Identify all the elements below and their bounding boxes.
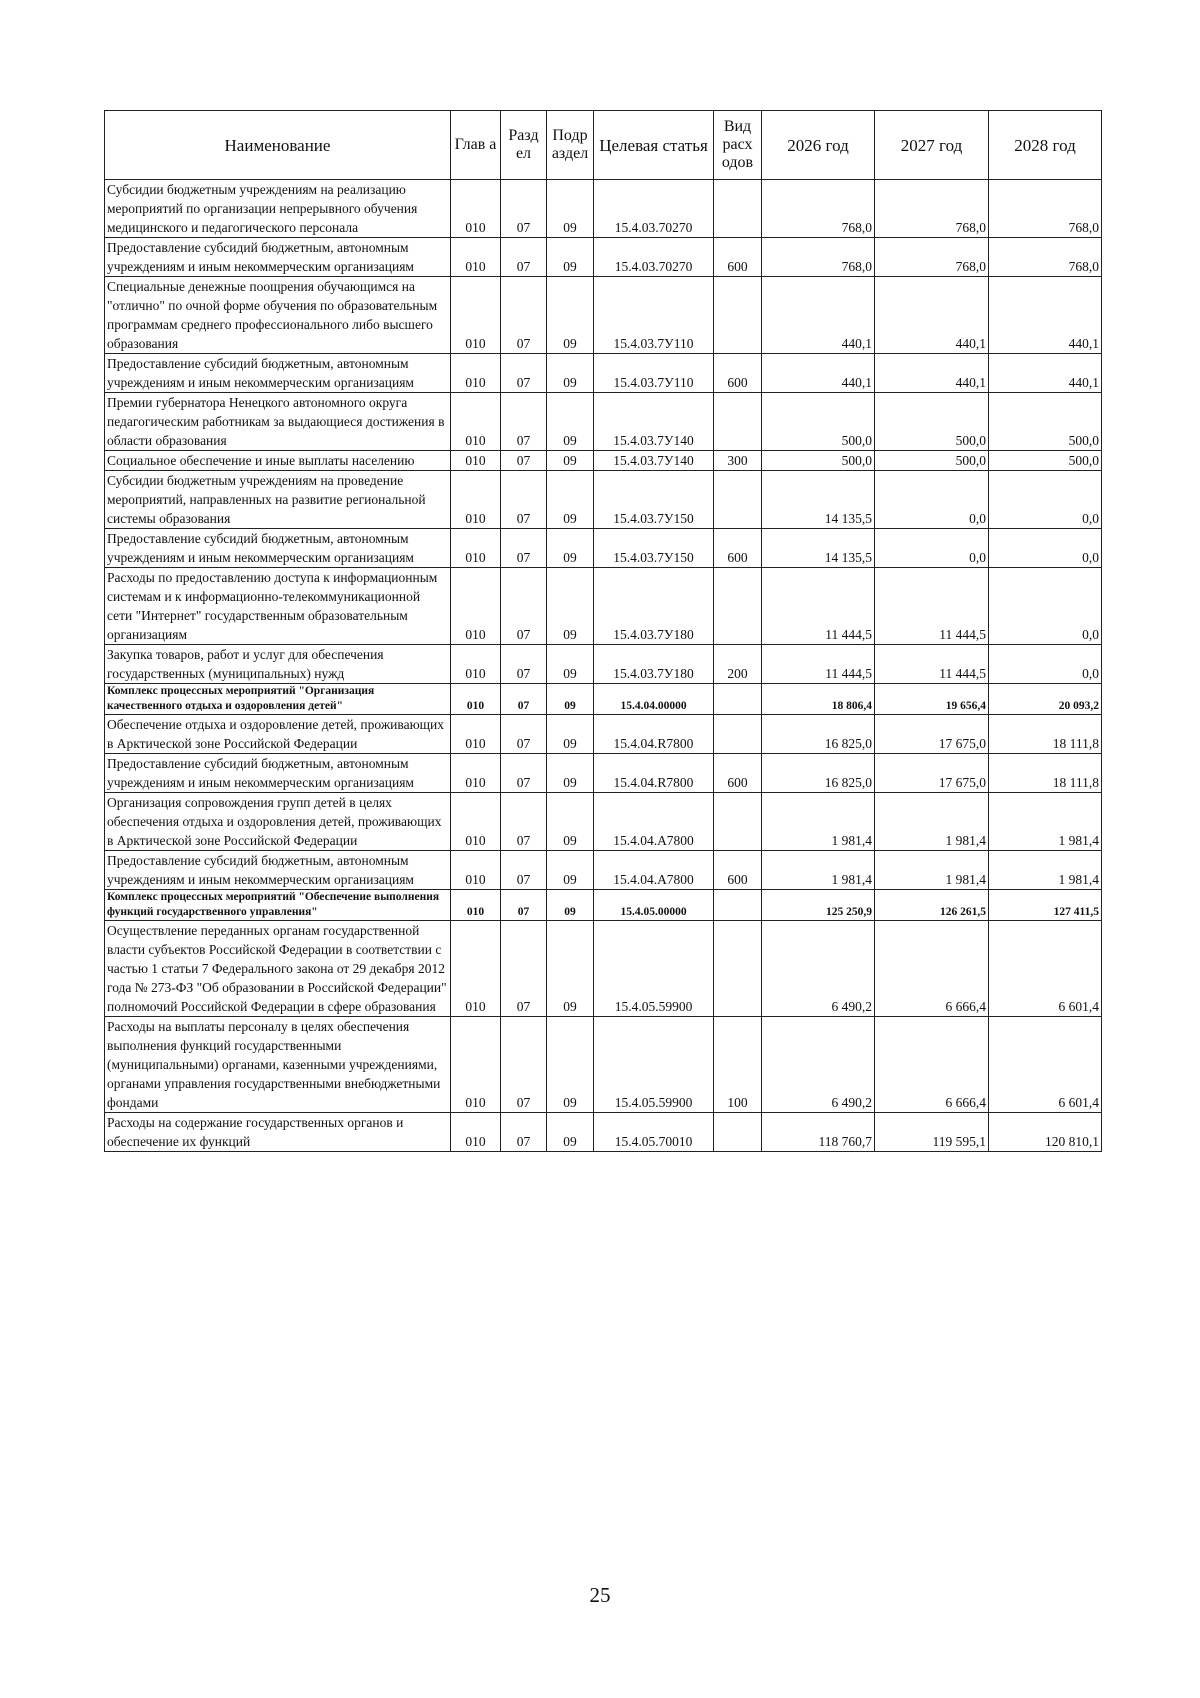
cell-2026: 440,1 bbox=[762, 354, 875, 393]
cell-2028: 500,0 bbox=[989, 451, 1102, 471]
cell-2027: 11 444,5 bbox=[875, 568, 989, 645]
header-article: Целевая статья bbox=[594, 111, 714, 180]
header-2028: 2028 год bbox=[989, 111, 1102, 180]
table-row bbox=[105, 715, 1102, 754]
cell-glava: 010 bbox=[451, 645, 501, 684]
table-row bbox=[105, 921, 1102, 1017]
cell-2027: 440,1 bbox=[875, 354, 989, 393]
cell-name: Расходы на содержание государственных органов и обеспечение их функций bbox=[105, 1113, 451, 1152]
cell-article: 15.4.05.59900 bbox=[594, 921, 714, 1017]
cell-2028: 0,0 bbox=[989, 471, 1102, 529]
cell-name: Обеспечение отдыха и оздоровление детей, проживающих в Арктической зоне Российской Федерации bbox=[105, 715, 451, 754]
cell-2026: 440,1 bbox=[762, 277, 875, 354]
cell-vid: 600 bbox=[714, 529, 762, 568]
cell-razdel: 07 bbox=[501, 1113, 547, 1152]
cell-2028: 440,1 bbox=[989, 354, 1102, 393]
cell-glava: 010 bbox=[451, 471, 501, 529]
cell-2027: 440,1 bbox=[875, 277, 989, 354]
cell-article: 15.4.03.7У110 bbox=[594, 354, 714, 393]
cell-razdel: 07 bbox=[501, 921, 547, 1017]
cell-2026: 500,0 bbox=[762, 393, 875, 451]
cell-vid: 600 bbox=[714, 354, 762, 393]
table-header bbox=[105, 111, 1102, 180]
cell-article: 15.4.04.А7800 bbox=[594, 851, 714, 890]
cell-article: 15.4.03.70270 bbox=[594, 180, 714, 238]
page-number: 25 bbox=[589, 1583, 611, 1607]
cell-2028: 120 810,1 bbox=[989, 1113, 1102, 1152]
cell-razdel: 07 bbox=[501, 238, 547, 277]
cell-razdel: 07 bbox=[501, 754, 547, 793]
cell-2026: 11 444,5 bbox=[762, 568, 875, 645]
cell-2027: 11 444,5 bbox=[875, 645, 989, 684]
cell-glava: 010 bbox=[451, 393, 501, 451]
cell-podrazdel: 09 bbox=[547, 238, 594, 277]
cell-2026: 14 135,5 bbox=[762, 471, 875, 529]
cell-2026: 6 490,2 bbox=[762, 1017, 875, 1113]
cell-vid: 100 bbox=[714, 1017, 762, 1113]
cell-podrazdel: 09 bbox=[547, 471, 594, 529]
cell-razdel: 07 bbox=[501, 715, 547, 754]
cell-glava: 010 bbox=[451, 238, 501, 277]
header-row bbox=[105, 111, 1102, 180]
cell-name: Субсидии бюджетным учреждениям на проведение мероприятий, направленных на развитие региональной системы образования bbox=[105, 471, 451, 529]
cell-2027: 119 595,1 bbox=[875, 1113, 989, 1152]
header-razdel: Разд ел bbox=[501, 111, 547, 180]
cell-vid bbox=[714, 393, 762, 451]
cell-podrazdel: 09 bbox=[547, 890, 594, 921]
header-podrazdel: Подр аздел bbox=[547, 111, 594, 180]
cell-vid bbox=[714, 1113, 762, 1152]
cell-razdel: 07 bbox=[501, 180, 547, 238]
cell-vid bbox=[714, 921, 762, 1017]
table-row bbox=[105, 1017, 1102, 1113]
cell-razdel: 07 bbox=[501, 645, 547, 684]
cell-2026: 14 135,5 bbox=[762, 529, 875, 568]
cell-vid: 300 bbox=[714, 451, 762, 471]
cell-glava: 010 bbox=[451, 180, 501, 238]
cell-podrazdel: 09 bbox=[547, 1113, 594, 1152]
cell-article: 15.4.05.59900 bbox=[594, 1017, 714, 1113]
cell-podrazdel: 09 bbox=[547, 180, 594, 238]
cell-glava: 010 bbox=[451, 715, 501, 754]
table-row-section bbox=[105, 684, 1102, 715]
cell-glava: 010 bbox=[451, 890, 501, 921]
cell-2026: 500,0 bbox=[762, 451, 875, 471]
cell-2026: 1 981,4 bbox=[762, 851, 875, 890]
cell-2028: 0,0 bbox=[989, 529, 1102, 568]
cell-vid bbox=[714, 568, 762, 645]
table-row bbox=[105, 354, 1102, 393]
cell-vid: 600 bbox=[714, 754, 762, 793]
cell-article: 15.4.05.00000 bbox=[594, 890, 714, 921]
table-row bbox=[105, 471, 1102, 529]
cell-2027: 6 666,4 bbox=[875, 1017, 989, 1113]
cell-vid bbox=[714, 890, 762, 921]
cell-name: Расходы по предоставлению доступа к информационным системам и к информационно-телекоммуникационной сети "Интернет" государственным образовательным организациям bbox=[105, 568, 451, 645]
cell-glava: 010 bbox=[451, 354, 501, 393]
cell-2028: 1 981,4 bbox=[989, 851, 1102, 890]
table-row bbox=[105, 568, 1102, 645]
cell-article: 15.4.04.R7800 bbox=[594, 715, 714, 754]
cell-2026: 16 825,0 bbox=[762, 754, 875, 793]
cell-article: 15.4.05.70010 bbox=[594, 1113, 714, 1152]
cell-glava: 010 bbox=[451, 754, 501, 793]
cell-razdel: 07 bbox=[501, 851, 547, 890]
cell-2028: 500,0 bbox=[989, 393, 1102, 451]
cell-name: Комплекс процессных мероприятий "Организация качественного отдыха и оздоровления детей" bbox=[105, 684, 451, 715]
cell-2027: 0,0 bbox=[875, 471, 989, 529]
cell-razdel: 07 bbox=[501, 890, 547, 921]
cell-article: 15.4.03.70270 bbox=[594, 238, 714, 277]
cell-2026: 16 825,0 bbox=[762, 715, 875, 754]
cell-vid: 600 bbox=[714, 238, 762, 277]
cell-glava: 010 bbox=[451, 529, 501, 568]
cell-vid bbox=[714, 471, 762, 529]
cell-razdel: 07 bbox=[501, 393, 547, 451]
cell-glava: 010 bbox=[451, 851, 501, 890]
cell-name: Организация сопровождения групп детей в целях обеспечения отдыха и оздоровления детей, проживающих в Арктической зоне Российской Федерации bbox=[105, 793, 451, 851]
cell-2026: 118 760,7 bbox=[762, 1113, 875, 1152]
cell-razdel: 07 bbox=[501, 471, 547, 529]
cell-2028: 6 601,4 bbox=[989, 921, 1102, 1017]
table-row bbox=[105, 1113, 1102, 1152]
cell-name: Закупка товаров, работ и услуг для обеспечения государственных (муниципальных) нужд bbox=[105, 645, 451, 684]
cell-podrazdel: 09 bbox=[547, 793, 594, 851]
cell-2027: 1 981,4 bbox=[875, 851, 989, 890]
table-row bbox=[105, 393, 1102, 451]
cell-2028: 18 111,8 bbox=[989, 715, 1102, 754]
cell-podrazdel: 09 bbox=[547, 851, 594, 890]
cell-article: 15.4.04.А7800 bbox=[594, 793, 714, 851]
cell-razdel: 07 bbox=[501, 684, 547, 715]
cell-glava: 010 bbox=[451, 684, 501, 715]
cell-razdel: 07 bbox=[501, 354, 547, 393]
cell-razdel: 07 bbox=[501, 529, 547, 568]
cell-2028: 440,1 bbox=[989, 277, 1102, 354]
cell-podrazdel: 09 bbox=[547, 568, 594, 645]
cell-podrazdel: 09 bbox=[547, 754, 594, 793]
cell-glava: 010 bbox=[451, 793, 501, 851]
cell-2027: 1 981,4 bbox=[875, 793, 989, 851]
cell-2027: 768,0 bbox=[875, 180, 989, 238]
table-row bbox=[105, 277, 1102, 354]
cell-vid bbox=[714, 180, 762, 238]
cell-article: 15.4.03.7У110 bbox=[594, 277, 714, 354]
cell-2027: 0,0 bbox=[875, 529, 989, 568]
cell-2028: 768,0 bbox=[989, 180, 1102, 238]
cell-2027: 126 261,5 bbox=[875, 890, 989, 921]
cell-article: 15.4.03.7У180 bbox=[594, 645, 714, 684]
cell-vid: 600 bbox=[714, 851, 762, 890]
table-row bbox=[105, 180, 1102, 238]
table-row bbox=[105, 754, 1102, 793]
cell-podrazdel: 09 bbox=[547, 684, 594, 715]
cell-name: Комплекс процессных мероприятий "Обеспечение выполнения функций государственного управления" bbox=[105, 890, 451, 921]
cell-glava: 010 bbox=[451, 1113, 501, 1152]
table-row bbox=[105, 529, 1102, 568]
cell-name: Предоставление субсидий бюджетным, автономным учреждениям и иным некоммерческим организациям bbox=[105, 851, 451, 890]
cell-razdel: 07 bbox=[501, 1017, 547, 1113]
header-vid: Вид расх одов bbox=[714, 111, 762, 180]
cell-vid bbox=[714, 793, 762, 851]
cell-razdel: 07 bbox=[501, 451, 547, 471]
cell-article: 15.4.03.7У150 bbox=[594, 529, 714, 568]
cell-podrazdel: 09 bbox=[547, 354, 594, 393]
cell-2028: 1 981,4 bbox=[989, 793, 1102, 851]
cell-name: Предоставление субсидий бюджетным, автономным учреждениям и иным некоммерческим организациям bbox=[105, 354, 451, 393]
cell-2026: 18 806,4 bbox=[762, 684, 875, 715]
cell-name: Социальное обеспечение и иные выплаты населению bbox=[105, 451, 451, 471]
cell-2028: 0,0 bbox=[989, 645, 1102, 684]
cell-2028: 768,0 bbox=[989, 238, 1102, 277]
cell-name: Предоставление субсидий бюджетным, автономным учреждениям и иным некоммерческим организациям bbox=[105, 754, 451, 793]
cell-2026: 768,0 bbox=[762, 180, 875, 238]
table-row bbox=[105, 645, 1102, 684]
cell-2026: 11 444,5 bbox=[762, 645, 875, 684]
header-name: Наименование bbox=[105, 111, 451, 180]
cell-glava: 010 bbox=[451, 277, 501, 354]
cell-2026: 1 981,4 bbox=[762, 793, 875, 851]
cell-vid bbox=[714, 684, 762, 715]
cell-name: Субсидии бюджетным учреждениям на реализацию мероприятий по организации непрерывного обучения медицинского и педагогического персонала bbox=[105, 180, 451, 238]
cell-podrazdel: 09 bbox=[547, 277, 594, 354]
cell-podrazdel: 09 bbox=[547, 451, 594, 471]
cell-podrazdel: 09 bbox=[547, 715, 594, 754]
cell-name: Осуществление переданных органам государственной власти субъектов Российской Федерации в соответствии с частью 1 статьи 7 Федерального закона от 29 декабря 2012 года № 273-ФЗ "Об образовании в Российской Федерации" полномочий Российской Федерации в сфере образования bbox=[105, 921, 451, 1017]
cell-name: Расходы на выплаты персоналу в целях обеспечения выполнения функций государственными (муниципальными) органами, казенными учреждениями, органами управления государственными внебюджетными фондами bbox=[105, 1017, 451, 1113]
cell-razdel: 07 bbox=[501, 277, 547, 354]
budget-table bbox=[104, 110, 1102, 1152]
cell-glava: 010 bbox=[451, 1017, 501, 1113]
cell-2027: 17 675,0 bbox=[875, 754, 989, 793]
table-row bbox=[105, 238, 1102, 277]
cell-2028: 20 093,2 bbox=[989, 684, 1102, 715]
cell-2028: 127 411,5 bbox=[989, 890, 1102, 921]
table-row-section bbox=[105, 890, 1102, 921]
header-2027: 2027 год bbox=[875, 111, 989, 180]
header-glava: Глав а bbox=[451, 111, 501, 180]
cell-2028: 18 111,8 bbox=[989, 754, 1102, 793]
cell-2026: 125 250,9 bbox=[762, 890, 875, 921]
cell-article: 15.4.03.7У140 bbox=[594, 451, 714, 471]
header-2026: 2026 год bbox=[762, 111, 875, 180]
cell-vid: 200 bbox=[714, 645, 762, 684]
cell-article: 15.4.04.R7800 bbox=[594, 754, 714, 793]
cell-glava: 010 bbox=[451, 568, 501, 645]
cell-2027: 768,0 bbox=[875, 238, 989, 277]
cell-article: 15.4.03.7У180 bbox=[594, 568, 714, 645]
cell-name: Предоставление субсидий бюджетным, автономным учреждениям и иным некоммерческим организациям bbox=[105, 238, 451, 277]
cell-podrazdel: 09 bbox=[547, 529, 594, 568]
cell-2027: 6 666,4 bbox=[875, 921, 989, 1017]
cell-2028: 6 601,4 bbox=[989, 1017, 1102, 1113]
cell-2027: 19 656,4 bbox=[875, 684, 989, 715]
cell-article: 15.4.03.7У140 bbox=[594, 393, 714, 451]
cell-podrazdel: 09 bbox=[547, 921, 594, 1017]
table-body bbox=[105, 180, 1102, 1152]
table-row bbox=[105, 793, 1102, 851]
cell-2026: 768,0 bbox=[762, 238, 875, 277]
cell-2027: 17 675,0 bbox=[875, 715, 989, 754]
cell-podrazdel: 09 bbox=[547, 1017, 594, 1113]
cell-vid bbox=[714, 277, 762, 354]
cell-article: 15.4.04.00000 bbox=[594, 684, 714, 715]
cell-glava: 010 bbox=[451, 451, 501, 471]
cell-2026: 6 490,2 bbox=[762, 921, 875, 1017]
cell-2027: 500,0 bbox=[875, 393, 989, 451]
cell-podrazdel: 09 bbox=[547, 645, 594, 684]
cell-name: Премии губернатора Ненецкого автономного округа педагогическим работникам за выдающиеся достижения в области образования bbox=[105, 393, 451, 451]
cell-razdel: 07 bbox=[501, 793, 547, 851]
cell-name: Специальные денежные поощрения обучающимся на "отлично" по очной форме обучения по образовательным программам среднего профессионального либо высшего образования bbox=[105, 277, 451, 354]
cell-podrazdel: 09 bbox=[547, 393, 594, 451]
table-row bbox=[105, 451, 1102, 471]
cell-name: Предоставление субсидий бюджетным, автономным учреждениям и иным некоммерческим организациям bbox=[105, 529, 451, 568]
cell-article: 15.4.03.7У150 bbox=[594, 471, 714, 529]
cell-vid bbox=[714, 715, 762, 754]
cell-2028: 0,0 bbox=[989, 568, 1102, 645]
cell-2027: 500,0 bbox=[875, 451, 989, 471]
cell-glava: 010 bbox=[451, 921, 501, 1017]
table-row bbox=[105, 851, 1102, 890]
cell-razdel: 07 bbox=[501, 568, 547, 645]
